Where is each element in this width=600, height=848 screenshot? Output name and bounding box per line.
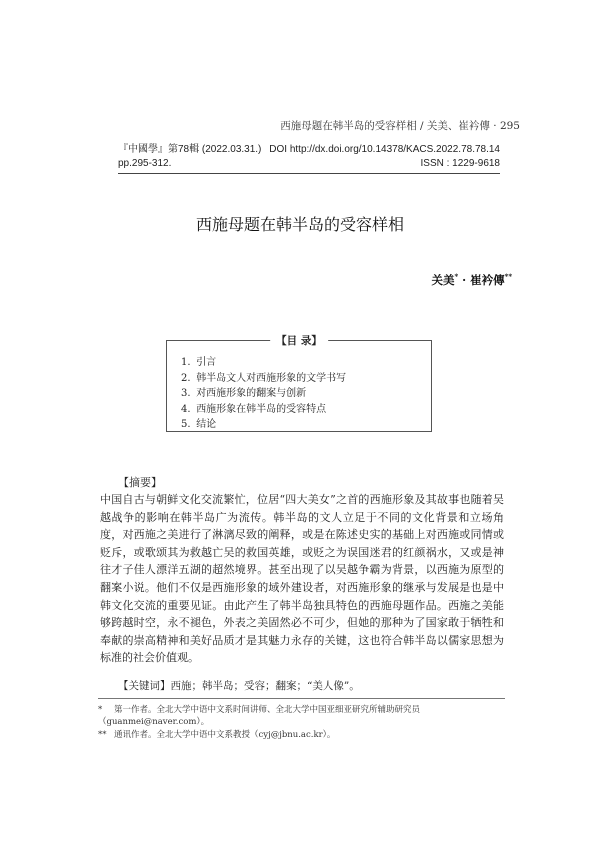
author-2: 崔衿傳 [470,273,505,287]
toc-item [181,371,431,387]
toc-label: 对西施形象的翻案与创新 [196,388,307,399]
footnote-text: 第一作者。全北大学中语中文系时间讲师、全北大学中国亚细亚研究所辅助研究员（guanmei@naver.com）。 [98,705,421,727]
keywords-line [118,678,360,693]
author-separator: · [458,273,471,287]
keywords-label: 【关键词】 [118,680,171,692]
toc-item [181,386,431,402]
footnote-1 [98,704,508,728]
footnote-2 [98,729,508,741]
author-1: 关美 [431,273,455,287]
toc-number: 3. [181,388,191,399]
footnote-text: 通讯作者。全北大学中语中文系教授（cyj@jbnu.ac.kr）。 [114,730,336,740]
publication-meta [118,143,500,174]
author-line [431,272,512,288]
toc-header: 【目 录】 [270,333,328,348]
paper-title: 西施母题在韩半岛的受容样相 [195,215,404,234]
toc-number: 5. [181,419,191,430]
toc-label: 韩半岛文人对西施形象的文学书写 [196,372,347,384]
issn: ISSN : 1229-9618 [420,158,500,169]
toc-list [167,341,431,433]
footnote-divider [98,698,505,699]
toc-item [181,355,431,371]
toc-label: 结论 [196,419,217,430]
footnote-mark: ** [98,730,107,740]
running-head: 西施母题在韩半岛的受容样相 / 关美、崔衿傳 · 295 [280,120,520,132]
author-1-mark: * [454,272,459,282]
page-range: pp.295-312. [118,158,172,169]
toc-label: 引言 [196,357,217,368]
doi-link[interactable]: DOI http://dx.doi.org/10.14378/KACS.2022.78.78.14 [269,144,500,155]
author-2-mark: ** [504,272,512,282]
toc-item [181,417,431,433]
toc-number: 4. [181,403,191,415]
table-of-contents [166,335,432,432]
toc-label: 西施形象在韩半岛的受容特点 [196,403,327,415]
keywords-text: 西施；韩半岛；受容；翻案；“美人像”。 [170,680,360,692]
meta-divider [118,173,500,174]
toc-number: 1. [181,357,191,368]
toc-number: 2. [181,372,191,384]
footnote-mark: * [98,705,103,715]
abstract-label: 【摘要】 [118,476,162,489]
abstract-text: 中国自古与朝鲜文化交流繁忙，位居“四大美女”之首的西施形象及其故事也随着吴越战争的影响在韩半岛广为流传。韩半岛的文人立足于不同的文化背景和立场角度，对西施之美进行了淋漓尽致的阐释，或是在陈述史实的基础上对西施或同情或贬斥，或歌颂其为救越亡吴的救国英雄，或贬之为误国迷君的红颜祸水，又或是神往才子佳人漂洋五湖的超然境界。甚至出现了以吴越争霸为背景，以西施为原型的翻案小说。他们不仅是西施形象的域外建设者，对西施形象的继承与发展是也是中韩文化交流的重要见证。由此产生了韩半岛独具特色的西施母题作品。西施之美能够跨越时空，永不褪色，外表之美固然必不可少，但她的那种为了国家敢于牺牲和奉献的崇高精神和美好品质才是其魅力永存的关键，这也符合韩半岛以儒家思想为标准的社会价值观。 [100,493,504,665]
journal-citation: 『中國學』第78輯 (2022.03.31.) [118,144,262,155]
toc-item [181,402,431,418]
